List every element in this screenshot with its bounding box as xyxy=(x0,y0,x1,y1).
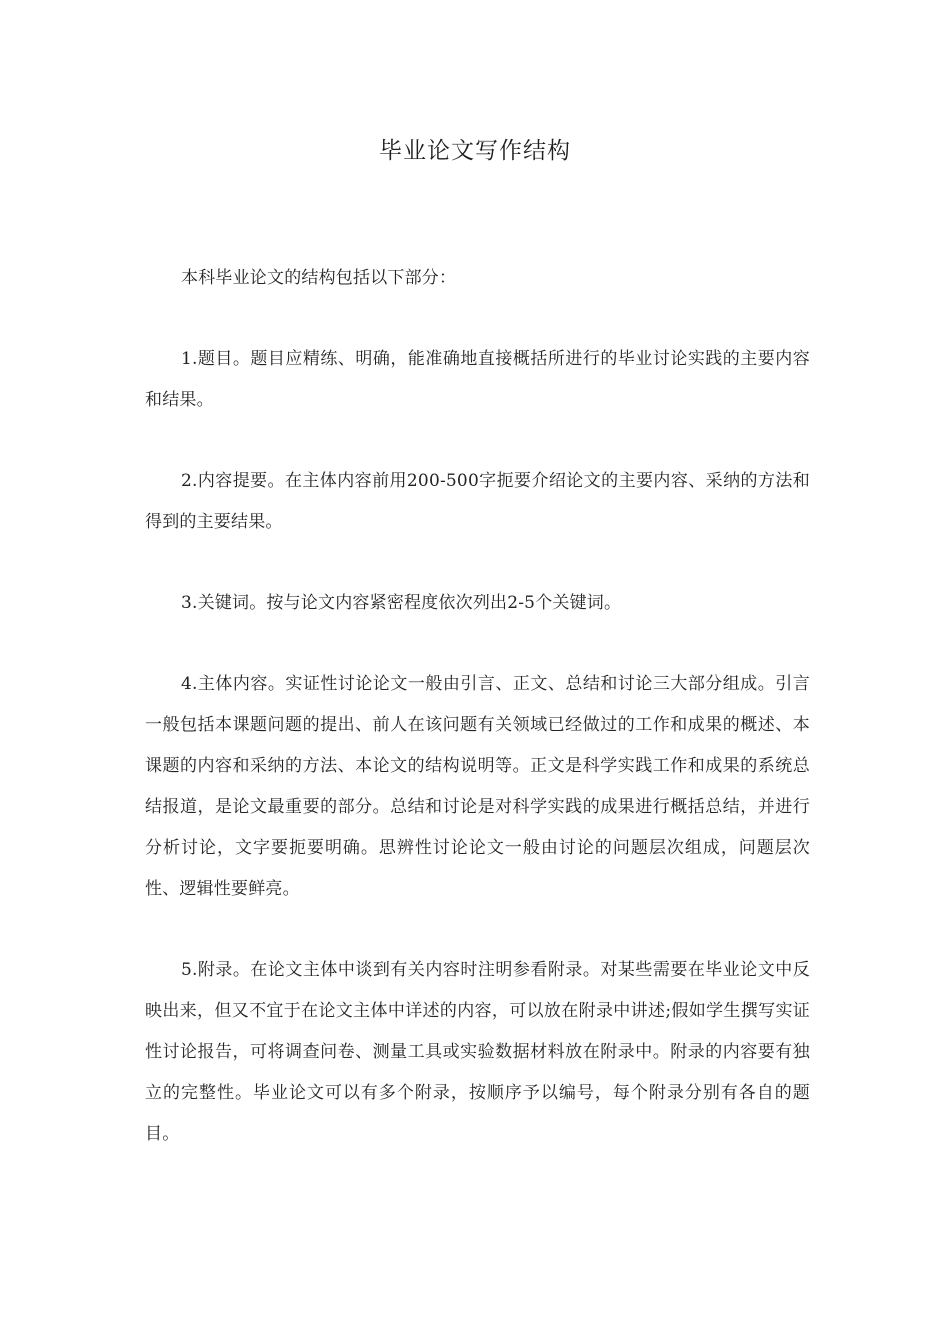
paragraph-title-section: 1.题目。题目应精练、明确，能准确地直接概括所进行的毕业讨论实践的主要内容和结果。 xyxy=(145,349,810,410)
paragraph-keywords-section: 3.关键词。按与论文内容紧密程度依次列出2-5个关键词。 xyxy=(181,593,622,613)
paragraph-main-content-section: 4.主体内容。实证性讨论论文一般由引言、正文、总结和讨论三大部分组成。引言一般包括本课题问题的提出、前人在该问题有关领域已经做过的工作和成果的概述、本课题的内容和采纳的方法、本论文的结构说明等。正文是科学实践工作和成果的系统总结报道，是论文最重要的部分。总结和讨论是对科学实践的成果进行概括总结，并进行分析讨论，文字要扼要明确。思辨性讨论论文一般由讨论的问题层次组成，问题层次性、逻辑性要鲜亮。 xyxy=(145,674,810,899)
paragraph-abstract-section: 2.内容提要。在主体内容前用200-500字扼要介绍论文的主要内容、采纳的方法和得到的主要结果。 xyxy=(145,471,810,532)
intro-paragraph: 本科毕业论文的结构包括以下部分： xyxy=(181,268,457,288)
paragraph-appendix-section: 5.附录。在论文主体中谈到有关内容时注明参看附录。对某些需要在毕业论文中反映出来，但又不宜于在论文主体中详述的内容，可以放在附录中讲述;假如学生撰写实证性讨论报告，可将调查问卷、测量工具或实验数据材料放在附录中。附录的内容要有独立的完整性。毕业论文可以有多个附录，按顺序予以编号，每个附录分别有各自的题目。 xyxy=(145,960,810,1144)
document-title: 毕业论文写作结构 xyxy=(379,138,571,164)
document-body xyxy=(145,258,810,1195)
